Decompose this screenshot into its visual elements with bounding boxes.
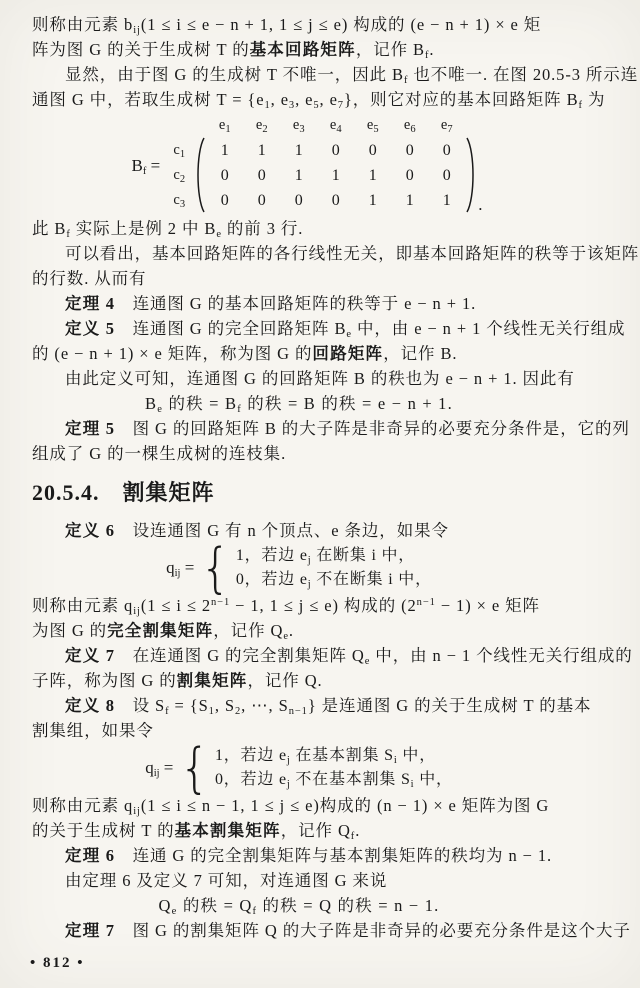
piecewise-brace: { (200, 536, 231, 600)
matrix-cell: 0 (331, 141, 340, 159)
matrix-column-header: $e_5$ (366, 117, 379, 135)
text-line: 定理 5 图 G 的回路矩阵 B 的大子阵是非奇异的必要充分条件是，它的列 (65, 419, 630, 438)
text-line: 定理 4 连通图 G 的基本回路矩阵的秩等于 e − n + 1. (65, 294, 477, 313)
matrix-row-labels (167, 138, 191, 213)
piecewise-block (32, 536, 566, 600)
matrix-column-header: $e_1$ (218, 117, 231, 135)
text-line: 定义 5 连通图 G 的完全回路矩阵 $B_e$ 中，由 e − n + 1 个线性无关行组成 (65, 319, 626, 340)
matrix-cell: 0 (257, 166, 266, 184)
text-line: 此 $B_f$ 实际上是例 2 中 $B_e$ 的前 3 行. (32, 219, 304, 240)
text-line: 的 (e − n + 1) × e 矩阵，称为图 G 的回路矩阵，记作 B. (32, 344, 458, 363)
text-line: 由定理 6 及定义 7 可知，对连通图 G 来说 (65, 871, 388, 890)
text-line: 则称由元素 $q_{ij}(1 \le i \le 2^{n-1} - 1$, 1 ≤ j ≤ e) 构成的 $(2^{n-1} - 1) \times e$ 矩阵 (32, 596, 540, 617)
matrix-cell: 0 (220, 166, 229, 184)
matrix-cell: 0 (405, 141, 414, 159)
matrix-suffix: . (478, 195, 483, 214)
matrix-grid (206, 138, 465, 213)
matrix-cell: 1 (405, 191, 414, 209)
matrix-cell: 1 (294, 141, 303, 159)
text-line: 子阵，称为图 G 的割集矩阵，记作 Q. (32, 671, 323, 690)
page-number: • 812 • (30, 955, 85, 971)
matrix-column-header: $e_6$ (403, 117, 416, 135)
matrix-cell: 1 (368, 166, 377, 184)
piecewise-case: 0，若边 $e_j$ 不在基本割集 $S_i$ 中， (214, 771, 453, 790)
matrix-body (167, 115, 482, 214)
equation-line: $Q_e$ 的秩 = $Q_f$ 的秩 = Q 的秩 = n − 1. (158, 896, 440, 917)
text-line: 定理 7 图 G 的割集矩阵 Q 的大子阵是非奇异的必要充分条件是这个大子 (65, 921, 631, 940)
text-line: 组成了 G 的一棵生成树的连枝集. (32, 444, 287, 463)
text-line: 可以看出，基本回路矩阵的各行线性无关，即基本回路矩阵的秩等于该矩阵 (65, 244, 640, 263)
text-line: 通图 G 中，若取生成树 $T = \{e_1$, $e_3$, $e_5$, $e_7$}，则它对应的基本回路矩阵 $B_f$ 为 (32, 90, 606, 111)
text-line: 阵为图 G 的关于生成树 T 的基本回路矩阵，记作 $B_f$. (32, 40, 435, 61)
matrix-cell: 0 (331, 191, 340, 209)
piecewise-block (32, 736, 566, 800)
text-line: 显然，由于图 G 的生成树 T 不唯一，因此 $B_f$ 也不唯一. 在图 20.5-3 所示连 (65, 65, 639, 86)
section-heading: 20.5.4. 割集矩阵 (32, 480, 215, 505)
piecewise-case: 0，若边 $e_j$ 不在断集 i 中， (235, 571, 432, 590)
matrix-row-label: $c_3$ (173, 191, 186, 210)
matrix-column-header: $e_7$ (440, 117, 453, 135)
matrix-main (167, 136, 482, 214)
text-line: 为图 G 的完全割集矩阵，记作 $Q_e$. (32, 621, 294, 642)
piecewise-case: 1，若边 $e_j$ 在断集 i 中， (235, 547, 416, 566)
matrix-cell: 0 (220, 191, 229, 209)
matrix-cell: 0 (257, 191, 266, 209)
matrix-cell: 0 (368, 141, 377, 159)
text-line: 定理 6 连通 G 的完全割集矩阵与基本割集矩阵的秩均为 n − 1. (65, 846, 553, 865)
matrix-column-header: $e_2$ (255, 117, 268, 135)
matrix-paren-left (193, 136, 206, 214)
matrix-row-label: $c_1$ (173, 141, 186, 160)
matrix-cell: 0 (442, 141, 451, 159)
text-line: 定义 7 在连通图 G 的完全割集矩阵 $Q_e$ 中，由 n − 1 个线性无关行组成的 (65, 646, 633, 667)
matrix-cell: 0 (442, 166, 451, 184)
text-line: 的行数. 从而有 (32, 269, 147, 288)
matrix-cell: 1 (442, 191, 451, 209)
matrix-cell: 0 (405, 166, 414, 184)
text-line: 则称由元素 $q_{ij}(1 \le i \le n - 1$, 1 ≤ j ≤ e)构成的 (n − 1) × e 矩阵为图 G (32, 796, 550, 817)
piecewise-lhs: $q_{ij}$ = (145, 758, 174, 779)
matrix-cell: 1 (331, 166, 340, 184)
matrix-column-header: $e_4$ (329, 117, 342, 135)
matrix-column-headers (206, 115, 482, 136)
piecewise-lines (215, 744, 453, 792)
text-line: 割集组，如果令 (32, 721, 154, 740)
matrix-cell: 1 (294, 166, 303, 184)
text-line: 定义 6 设连通图 G 有 n 个顶点、e 条边，如果令 (65, 521, 449, 540)
piecewise-brace: { (179, 736, 210, 800)
piecewise-lines (236, 544, 432, 592)
matrix-row-label: $c_2$ (173, 166, 186, 185)
matrix-column-header: $e_3$ (292, 117, 305, 135)
equation-line: $B_e$ 的秩 = $B_f$ 的秩 = B 的秩 = e − n + 1. (145, 394, 453, 415)
matrix-cell: 1 (257, 141, 266, 159)
piecewise-case: 1，若边 $e_j$ 在基本割集 $S_i$ 中， (214, 747, 436, 766)
text-line: 定义 8 设 $S_f = \{S_1$, $S_2$, ⋯, $S_{n-1}$} 是连通图 G 的关于生成树 T 的基本 (65, 696, 592, 717)
matrix-lhs: $B_f$ = (131, 156, 161, 177)
text-line: 则称由元素 $b_{ij}(1 \le i \le e - n + 1$, 1 ≤ j ≤ e) 构成的 (e − n + 1) × e 矩 (32, 15, 542, 36)
matrix-cell: 1 (368, 191, 377, 209)
matrix-cell: 1 (220, 141, 229, 159)
piecewise-lhs: $q_{ij}$ = (166, 558, 195, 579)
matrix-cell: 0 (294, 191, 303, 209)
matrix-block (32, 115, 582, 214)
text-line: 的关于生成树 T 的基本割集矩阵，记作 $Q_f$. (32, 821, 361, 842)
matrix-paren-right (465, 136, 478, 214)
page-content (32, 12, 640, 943)
text-line: 由此定义可知，连通图 G 的回路矩阵 B 的秩也为 e − n + 1. 因此有 (65, 369, 575, 388)
